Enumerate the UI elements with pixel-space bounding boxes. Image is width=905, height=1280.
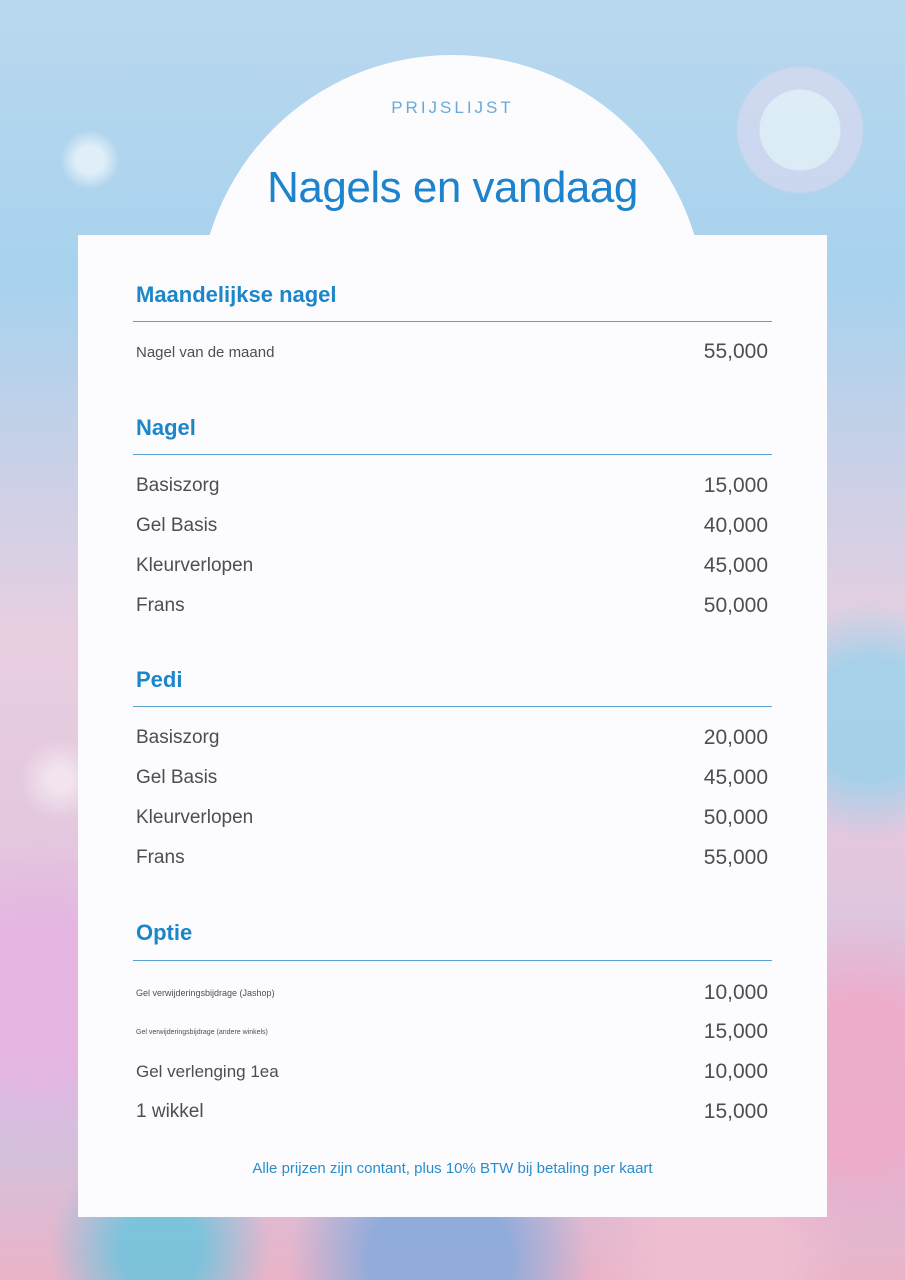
item-price: 55,000 (703, 340, 768, 363)
section-divider (133, 321, 772, 322)
item-name: Kleurverlopen (136, 555, 254, 576)
item-name: Gel verlenging 1ea (136, 1062, 279, 1081)
item-price: 10,000 (703, 1060, 768, 1083)
item-price: 50,000 (703, 806, 768, 829)
item-price: 15,000 (703, 474, 768, 497)
list-item (136, 551, 768, 581)
list-item (136, 471, 768, 501)
list-item (136, 803, 768, 833)
item-price: 10,000 (703, 981, 768, 1004)
item-name: 1 wikkel (136, 1101, 204, 1122)
section-title-maandelijkse-nagel: Maandelijkse nagel (136, 282, 337, 307)
list-item (136, 978, 768, 1008)
item-name: Kleurverlopen (136, 807, 254, 828)
list-item (136, 1057, 768, 1087)
item-price: 20,000 (703, 726, 768, 749)
footnote: Alle prijzen zijn contant, plus 10% BTW bij betaling per kaart (252, 1160, 653, 1177)
section-title-nagel: Nagel (136, 415, 196, 440)
list-item (136, 511, 768, 541)
list-item (136, 337, 768, 367)
item-name: Basiszorg (136, 475, 220, 496)
list-item (136, 1017, 768, 1047)
item-price: 55,000 (703, 846, 768, 869)
item-name: Gel verwijderingsbijdrage (Jashop) (136, 988, 275, 998)
item-price: 45,000 (703, 766, 768, 789)
item-name: Gel verwijderingsbijdrage (andere winkels) (136, 1028, 268, 1036)
section-title-pedi: Pedi (136, 667, 183, 692)
item-price: 15,000 (703, 1020, 768, 1043)
item-name: Frans (136, 595, 185, 616)
list-item (136, 591, 768, 621)
item-name: Frans (136, 847, 185, 868)
section-title-optie: Optie (136, 920, 193, 945)
section-divider (133, 706, 772, 707)
eyebrow-label: PRIJSLIJST (391, 98, 514, 117)
item-price: 15,000 (703, 1100, 768, 1123)
item-price: 50,000 (703, 594, 768, 617)
section-divider (133, 454, 772, 455)
item-name: Gel Basis (136, 515, 218, 536)
list-item (136, 1097, 768, 1127)
list-item (136, 843, 768, 873)
item-name: Basiszorg (136, 727, 220, 748)
section-divider (133, 960, 772, 961)
item-price: 45,000 (703, 554, 768, 577)
item-price: 40,000 (703, 514, 768, 537)
list-item (136, 763, 768, 793)
page-title: Nagels en vandaag (267, 163, 638, 212)
item-name: Nagel van de maand (136, 343, 275, 361)
item-name: Gel Basis (136, 767, 218, 788)
list-item (136, 723, 768, 753)
